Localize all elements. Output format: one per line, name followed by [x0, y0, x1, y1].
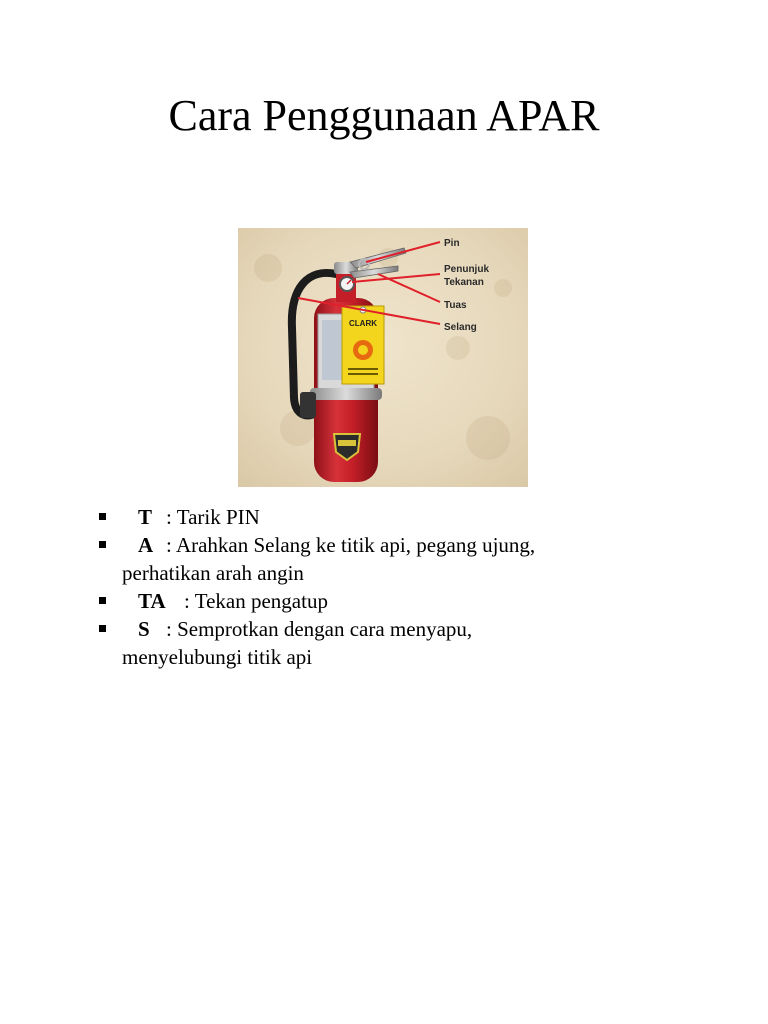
- step-text-continuation: menyelubungi titik api: [122, 645, 313, 669]
- tag-brand: CLARK: [349, 319, 377, 328]
- page-title: Cara Penggunaan APAR: [168, 91, 600, 140]
- step-letter: T: [138, 505, 153, 529]
- label-selang: Selang: [444, 322, 477, 333]
- step-letter: A: [138, 533, 154, 557]
- step-text: Arahkan Selang ke titik api, pegang ujung,: [175, 533, 536, 557]
- label-tuas: Tuas: [444, 300, 467, 311]
- inspection-tag: [342, 306, 384, 384]
- list-item: [96, 615, 696, 671]
- step-text: Tekan pengatup: [194, 589, 328, 613]
- list-item: [96, 587, 696, 615]
- list-item: [96, 503, 696, 531]
- step-separator: :: [166, 533, 176, 557]
- step-text: Semprotkan dengan cara menyapu,: [177, 617, 473, 641]
- step-separator: :: [166, 617, 178, 641]
- bullet-square-icon: [99, 625, 106, 632]
- label-tekanan: Tekanan: [444, 277, 484, 288]
- label-penunjuk: Penunjuk: [444, 264, 490, 275]
- bullet-square-icon: [99, 597, 106, 604]
- steps-list: [96, 503, 696, 671]
- bullet-square-icon: [99, 541, 106, 548]
- fire-extinguisher-image: [238, 228, 528, 487]
- step-letter: TA: [138, 589, 166, 613]
- bullet-square-icon: [99, 513, 106, 520]
- label-pin: Pin: [444, 238, 460, 249]
- step-text-continuation: perhatikan arah angin: [122, 561, 304, 585]
- list-item: [96, 531, 696, 587]
- step-letter: S: [138, 617, 150, 641]
- step-separator: :: [166, 505, 177, 529]
- step-separator: :: [184, 589, 195, 613]
- step-text: Tarik PIN: [176, 505, 260, 529]
